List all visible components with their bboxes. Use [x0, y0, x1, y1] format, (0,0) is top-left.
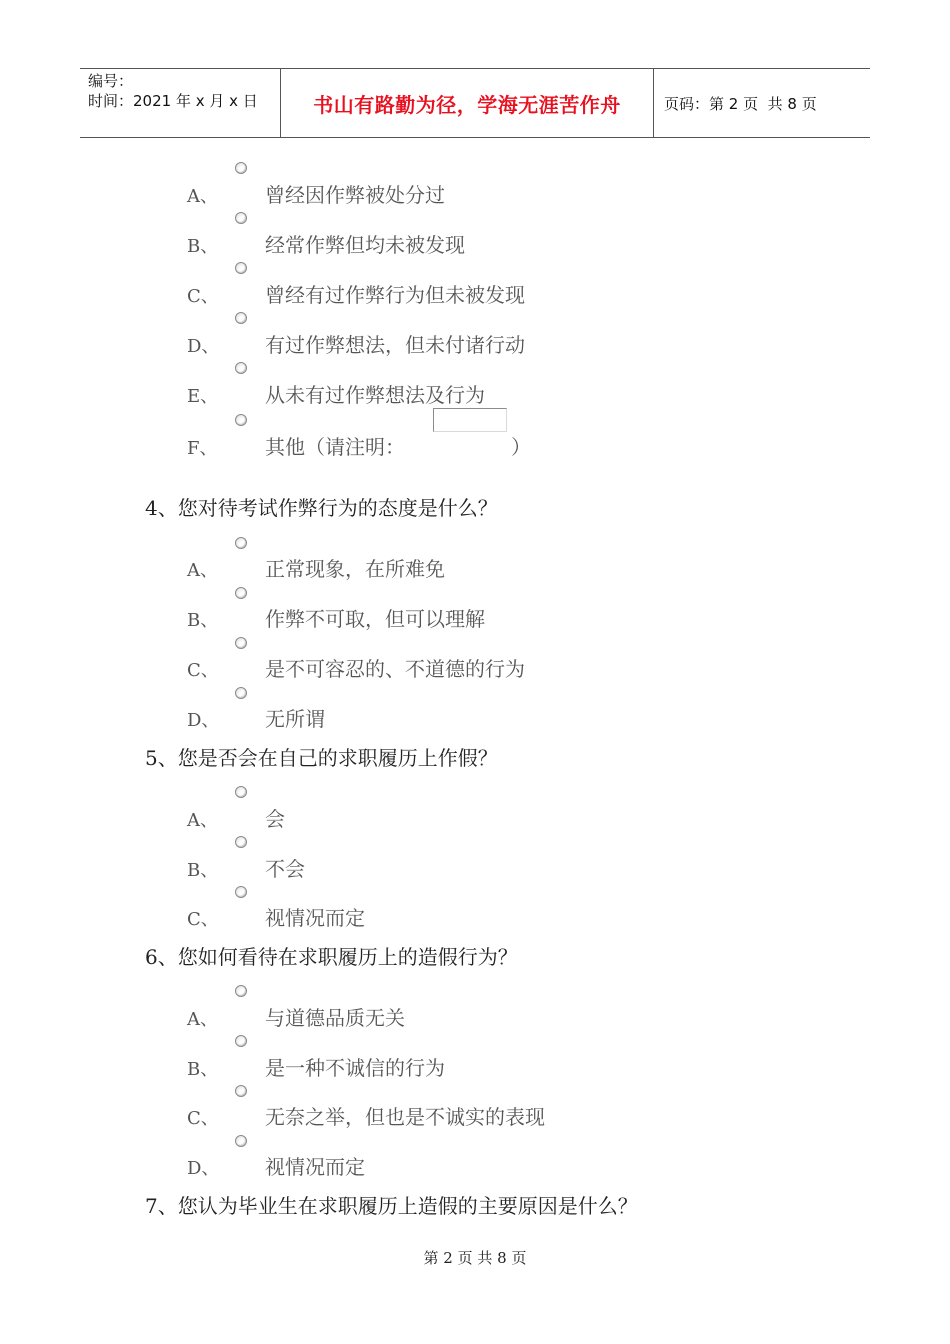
radio-q6-a[interactable]: [235, 985, 247, 997]
option-label-q3-f: 其他（请注明：: [265, 435, 405, 459]
document-date: 时间：2021 年 x 月 x 日: [88, 92, 258, 110]
option-label-q5-a: 会: [265, 807, 285, 831]
option-label-q3-c: 曾经有过作弊行为但未被发现: [265, 283, 525, 307]
option-letter: C、: [187, 909, 219, 930]
radio-q3-a[interactable]: [235, 162, 247, 174]
page-indicator: 页码：第 2 页 共 8 页: [664, 94, 817, 113]
option-letter: D、: [187, 336, 220, 357]
option-letter: B、: [187, 1059, 219, 1080]
option-letter: A、: [187, 1009, 218, 1030]
option-letter: D、: [187, 1158, 220, 1179]
radio-q4-a[interactable]: [235, 537, 247, 549]
question-5: 5、您是否会在自己的求职履历上作假？: [145, 746, 498, 770]
option-label-q5-b: 不会: [265, 857, 305, 881]
option-letter: D、: [187, 710, 220, 731]
option-label-q5-c: 视情况而定: [265, 906, 365, 930]
radio-q4-d[interactable]: [235, 687, 247, 699]
option-letter: A、: [187, 810, 218, 831]
option-letter: C、: [187, 660, 219, 681]
radio-q6-b[interactable]: [235, 1035, 247, 1047]
option-label-q3-d: 有过作弊想法，但未付诸行动: [265, 333, 525, 357]
question-6: 6、您如何看待在求职履历上的造假行为？: [145, 945, 518, 969]
option-letter: B、: [187, 610, 219, 631]
document-number: 编号：: [88, 72, 134, 90]
header-page-info: [654, 69, 870, 137]
option-label-q4-a: 正常现象，在所难免: [265, 557, 445, 581]
option-label-q6-b: 是一种不诚信的行为: [265, 1056, 445, 1080]
option-letter: B、: [187, 860, 219, 881]
radio-q6-d[interactable]: [235, 1135, 247, 1147]
header-meta: [80, 69, 281, 137]
option-letter: A、: [187, 560, 218, 581]
radio-q3-b[interactable]: [235, 212, 247, 224]
question-7: 7、您认为毕业生在求职履历上造假的主要原因是什么？: [145, 1194, 638, 1218]
page-footer: 第 2 页 共 8 页: [423, 1249, 527, 1267]
header-motto: 书山有路勤为径，学海无涯苦作舟: [281, 69, 654, 137]
option-label-q3-e: 从未有过作弊想法及行为: [265, 383, 485, 407]
page-header: [80, 68, 870, 138]
radio-q3-d[interactable]: [235, 312, 247, 324]
radio-q4-c[interactable]: [235, 637, 247, 649]
option-label-q4-b: 作弊不可取，但可以理解: [265, 607, 485, 631]
option-letter: B、: [187, 236, 219, 257]
radio-q5-c[interactable]: [235, 886, 247, 898]
option-label-q4-c: 是不可容忍的、不道德的行为: [265, 657, 525, 681]
radio-q6-c[interactable]: [235, 1085, 247, 1097]
option-letter: F、: [187, 438, 218, 459]
option-letter: E、: [187, 386, 219, 407]
question-4: 4、您对待考试作弊行为的态度是什么？: [145, 496, 498, 520]
other-specify-input[interactable]: [433, 408, 507, 432]
radio-q4-b[interactable]: [235, 587, 247, 599]
radio-q5-b[interactable]: [235, 836, 247, 848]
option-label-q6-d: 视情况而定: [265, 1155, 365, 1179]
radio-q5-a[interactable]: [235, 786, 247, 798]
radio-q3-e[interactable]: [235, 362, 247, 374]
option-letter: C、: [187, 1108, 219, 1129]
option-label-q3-a: 曾经因作弊被处分过: [265, 183, 445, 207]
closing-paren: ）: [511, 435, 531, 459]
option-label-q3-b: 经常作弊但均未被发现: [265, 233, 465, 257]
option-label-q4-d: 无所谓: [265, 707, 325, 731]
radio-q3-c[interactable]: [235, 262, 247, 274]
option-letter: C、: [187, 286, 219, 307]
radio-q3-f[interactable]: [235, 414, 247, 426]
option-label-q6-a: 与道德品质无关: [265, 1006, 405, 1030]
option-letter: A、: [187, 186, 218, 207]
option-label-q6-c: 无奈之举，但也是不诚实的表现: [265, 1105, 545, 1129]
